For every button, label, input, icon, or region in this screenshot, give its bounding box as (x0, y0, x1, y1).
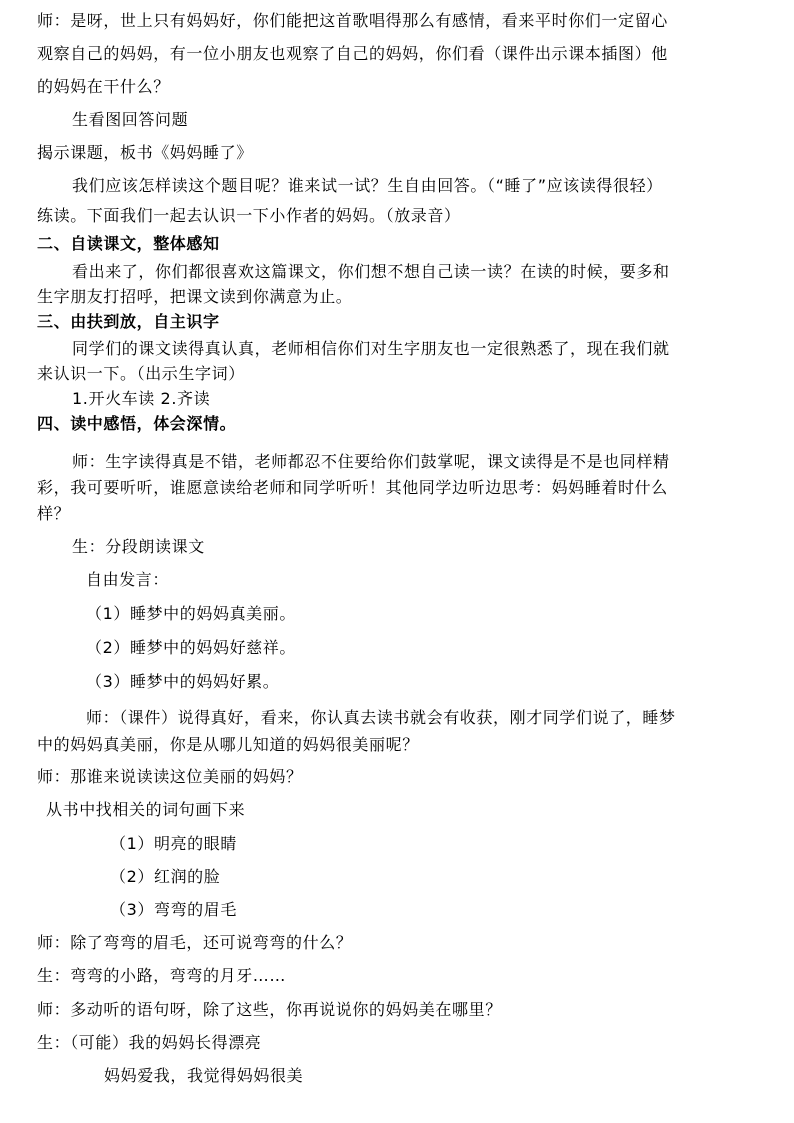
text-line: 妈妈爱我，我觉得妈妈很美 (104, 1066, 304, 1085)
text-line: 观察自己的妈妈，有一位小朋友也观察了自己的妈妈，你们看（课件出示课本插图）他 (37, 44, 668, 63)
text-line: 从书中找相关的词句画下来 (46, 800, 246, 819)
list-item: （3）弯弯的眉毛 (110, 900, 237, 919)
text-line: 揭示课题，板书《妈妈睡了》 (37, 143, 253, 162)
list-item: （2）睡梦中的妈妈好慈祥。 (86, 638, 296, 657)
list-item: （1）明亮的眼睛 (110, 834, 237, 853)
text-line: 自由发言： (86, 570, 170, 589)
text-line: 师：生字读得真是不错，老师都忍不住要给你们鼓掌呢，课文读得是不是也同样精 (72, 452, 670, 471)
text-line: 看出来了，你们都很喜欢这篇课文，你们想不想自己读一读？在读的时候，要多和 (72, 262, 670, 281)
text-line: 练读。下面我们一起去认识一下小作者的妈妈。（放录音） (37, 206, 461, 225)
text-line: 师：（课件）说得真好，看来，你认真去读书就会有收获，刚才同学们说了，睡梦 (86, 708, 676, 727)
text-line: 师：那谁来说读读这位美丽的妈妈？ (37, 767, 303, 786)
text-line: 来认识一下。（出示生字词） (37, 364, 245, 383)
text-line: 我们应该怎样读这个题目呢？谁来试一试？生自由回答。（“睡了”应该读得很轻） (72, 176, 663, 195)
section-heading: 二、自读课文，整体感知 (37, 234, 220, 253)
section-heading: 四、读中感悟，体会深情。 (37, 414, 237, 433)
text-line: 生看图回答问题 (72, 110, 189, 129)
text-line: 1.开火车读 2.齐读 (72, 389, 211, 408)
text-line: 师：除了弯弯的眉毛，还可说弯弯的什么？ (37, 933, 353, 952)
text-line: 生：分段朗读课文 (72, 537, 205, 556)
text-line: 的妈妈在干什么？ (37, 77, 170, 96)
list-item: （2）红润的脸 (110, 867, 221, 886)
section-heading: 三、由扶到放，自主识字 (37, 312, 220, 331)
text-line: 生字朋友打招呼，把课文读到你满意为止。 (37, 287, 353, 306)
text-line: 生：（可能）我的妈妈长得漂亮 (37, 1033, 262, 1052)
text-line: 同学们的课文读得真认真，老师相信你们对生字朋友也一定很熟悉了，现在我们就 (72, 339, 670, 358)
list-item: （1）睡梦中的妈妈真美丽。 (86, 604, 296, 623)
text-line: 中的妈妈真美丽，你是从哪儿知道的妈妈很美丽呢？ (37, 735, 419, 754)
text-line: 师：多动听的语句呀，除了这些，你再说说你的妈妈美在哪里？ (37, 1000, 502, 1019)
list-item: （3）睡梦中的妈妈好累。 (86, 672, 280, 691)
text-line: 师：是呀，世上只有妈妈好，你们能把这首歌唱得那么有感情，看来平时你们一定留心 (37, 11, 668, 30)
text-line: 生：弯弯的小路，弯弯的月牙…… (37, 966, 287, 985)
text-line: 彩，我可要听听，谁愿意读给老师和同学听听！其他同学边听边思考：妈妈睡着时什么 (37, 478, 668, 497)
text-line: 样？ (37, 504, 71, 523)
